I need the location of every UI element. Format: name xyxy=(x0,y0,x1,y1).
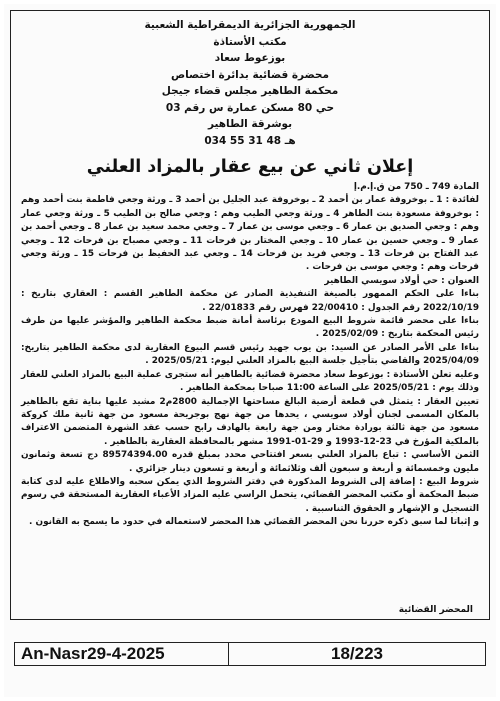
sale-conditions-paragraph: شروط البيع : إضافة إلى الشروط المذكورة في دفتر الشروط الذي يمكن سحبه والاطلاع عليه لدى كتابة ضبط المحكمة أو مكتب المحضر القضائي، يتحمل الراسي عليه المزاد الأعباء العقارية المستحقة في رسوم التسجيل و الإشهار و الحقوق التناسبية . xyxy=(21,476,479,514)
phone-line: هـ 48 31 55 034 xyxy=(204,134,296,147)
conditions-list-paragraph: بناءا على محضر قائمة شروط البيع المودع برئاسة أمانة ضبط محكمة الطاهير والمؤشر عليها من طرف رئيس المحكمة بتاريخ : 2025/02/09 . xyxy=(21,316,479,340)
office-header xyxy=(21,17,479,149)
judgment-paragraph: بناءا على الحكم الممهور بالصيغة التنفيذية الصادر عن محكمة الطاهير القسم : العقاري بتاريخ : 2022/10/19 رقم الجدول : 22/00410 فهرس رقم 22/01833 . xyxy=(21,289,479,313)
bailiff-role: محضرة قضائية بدائرة اختصاص xyxy=(170,68,330,81)
page-number: 18/223 xyxy=(229,642,486,666)
address-paragraph: العنوان : حي أولاد سويسي الطاهير xyxy=(324,275,479,286)
signature-label: المحضر القضائية xyxy=(398,605,473,615)
newspaper-footer xyxy=(14,642,486,666)
address-line-2: بوشرقة الطاهير xyxy=(207,118,293,130)
announcement-page xyxy=(4,4,496,697)
announcement-body xyxy=(21,181,479,530)
postponement-paragraph: بناءا على الأمر الصادر عن السيد: بن يوب جهيد رئيس قسم البيوع العقارية لدى محكمة الطاهير بتاريخ: 2025/04/09 والقاضي بتأجيل جلسة البيع بالمزاد العلني ليوم: 2025/05/21 . xyxy=(21,342,479,367)
beneficiaries-paragraph: لفائدة : 1 ـ بوخروفة عمار بن أحمد 2 ـ بوخروفة عبد الجليل بن أحمد 3 ـ ورثة وجعي فاطمة بنت أحمد وهم : بوخروفة مسعودة بنت الطاهر 4 ـ ورثة وجعي الطيب وهم : وجعي صالح بن الطيب 5 ـ ورثة وجعي عمار وهم : وجعي الصديق بن عمار 6 ـ وجعي موسى بن عمار 7 ـ وجعي محمد سعيد بن عمار 8 ـ وجعي أحمد بن عمار 9 ـ وجعي حسين بن عمار 10 ـ وجعي المختار بن فرحات 11 ـ وجعي مصباح بن فرحات 12 ـ وجعي عبد الفتاح بن فرحات 13 ـ وجعي فريد بن فرحات 14 ـ وجعي عبد الحفيظ بن فرحات 15 ـ ورثة وجعي فرحات وهم : وجعي موسى بن فرحات . xyxy=(21,195,480,273)
announcement-frame xyxy=(10,10,490,620)
court-line: محكمة الطاهير مجلس قضاء جيجل xyxy=(161,85,339,97)
republic-line: الجمهورية الجزائرية الديمقراطية الشعبية xyxy=(144,19,356,31)
legal-article: المادة 749 ـ 750 من ق.إ.م.إ xyxy=(353,182,479,192)
newspaper-date: An-Nasr29-4-2025 xyxy=(14,642,229,666)
sale-date-paragraph: وعليه تعلن الأستاذة : بوزعوط سعاد محضرة قضائية بالطاهير أنه ستجرى عملية البيع بالمزاد العلني للعقار وذلك يوم : 2025/05/21 على الساعة 11:00 صباحا بمحكمة الطاهير . xyxy=(21,369,479,394)
property-description-paragraph: تعيين العقار : يتمثل في قطعة أرضية البالغ مساحتها الإجمالية 2800م2 مشيد عليها بناية تقع بالطاهير بالمكان المسمى لجنان أولاد سويسي ، يحدها من جهة نهج بوجريحة مسعود من جهة ثانية ملك كروكة مسعود من جهة ثالثة بورادة مختار ومن جهة رابعة بالهادف رابح حسب عقد الشهرة المتضمن الاعتراف بالملكية المؤرخ في 23-12-1993 و 29-01-1991 مشهر بالمحافظة العقارية بالطاهير . xyxy=(21,396,479,447)
announcement-title: إعلان ثاني عن بيع عقار بالمزاد العلني xyxy=(86,157,414,177)
closing-paragraph: و إثباتا لما سبق ذكره حررنا نحن المحضر القضائي هذا المحضر لاستعماله في حدود ما يسمح به القانون . xyxy=(29,517,479,528)
base-price-paragraph: الثمن الأساسي : تباع بالمزاد العلني بسعر افتتاحي محدد بمبلغ قدره 89574394.00 دج تسعة وثمانون مليون وخمسمائة و أربعة و سبعون ألف وثلاثمائة و أربعة و تسعون دينار جزائري . xyxy=(21,450,479,474)
address-line-1: حي 80 مسكن عمارة س رقم 03 xyxy=(165,101,335,114)
office-line: مكتب الأستاذة xyxy=(213,35,287,48)
bailiff-name: بوزعوط سعاد xyxy=(214,52,286,64)
